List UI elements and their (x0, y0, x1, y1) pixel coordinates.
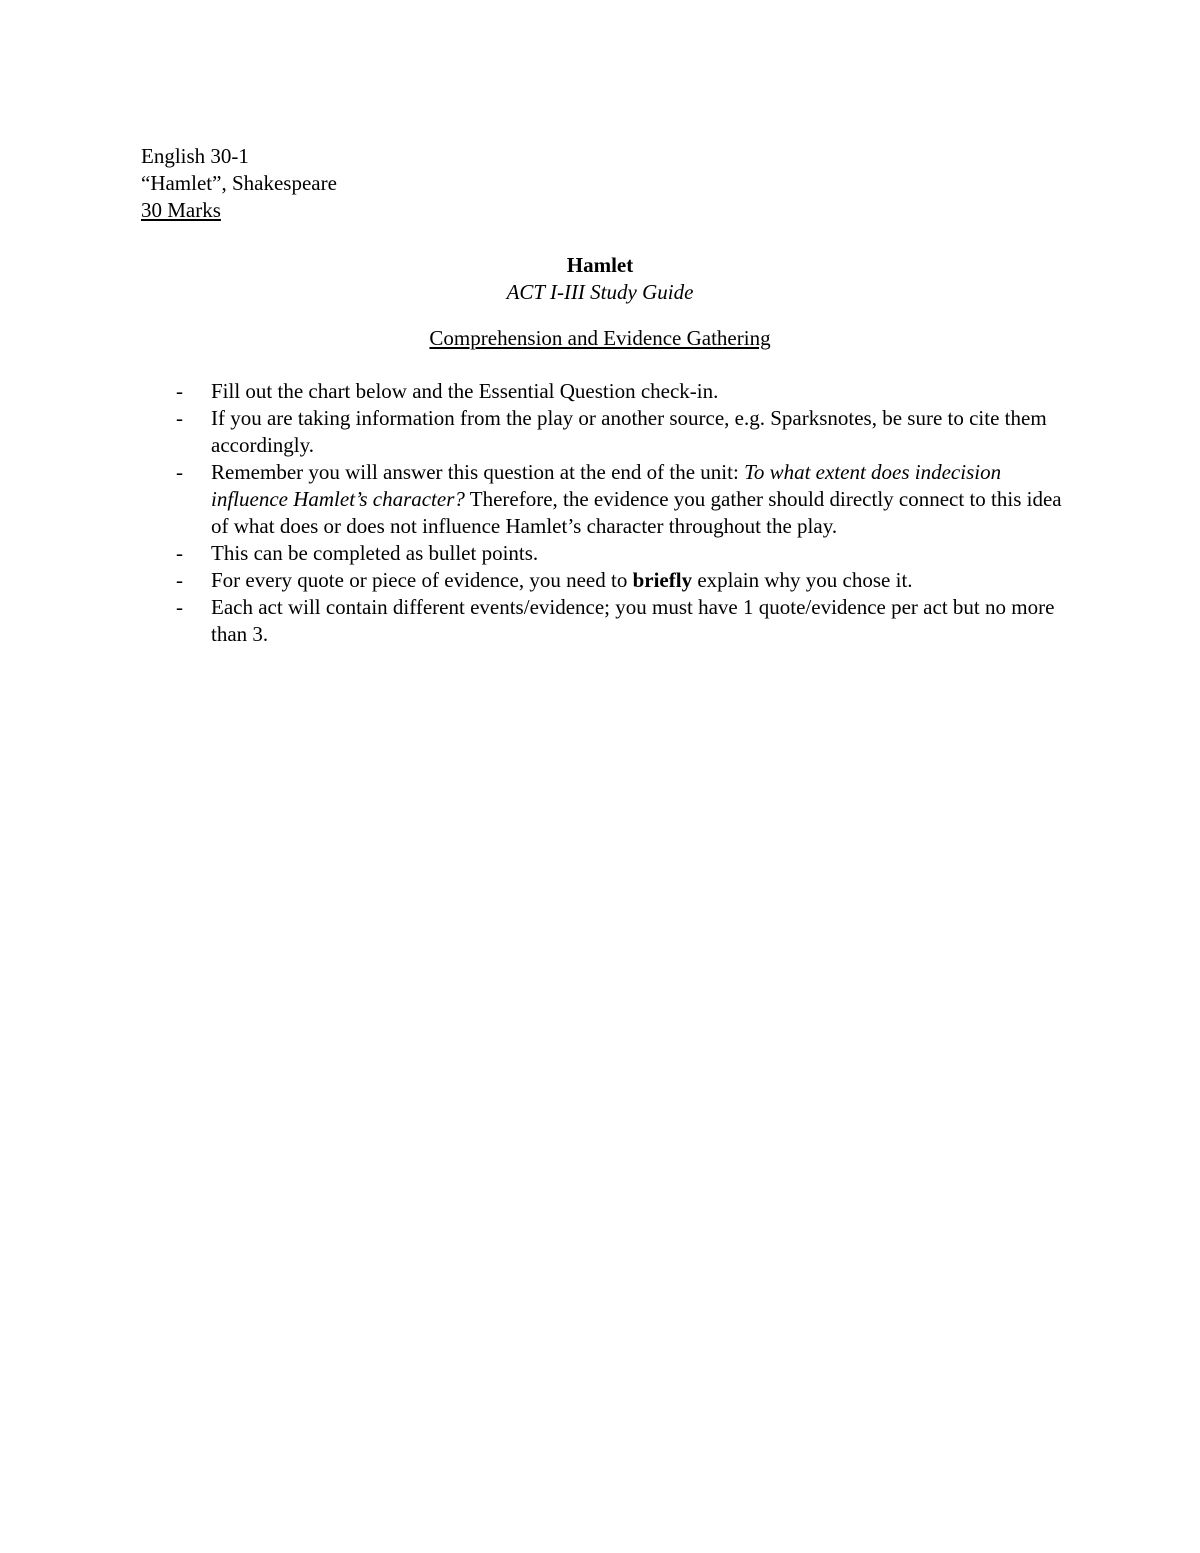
list-item (170, 594, 1070, 648)
bullet-dash: - (176, 379, 183, 403)
work-title-author: “Hamlet”, Shakespeare (141, 171, 337, 195)
instruction-text: If you are taking information from the play or another source, e.g. Sparksnotes, be sure to cite them accordingly. (211, 406, 1047, 457)
bullet-dash: - (176, 406, 183, 430)
list-item (170, 567, 1070, 594)
instructions-list (170, 378, 1070, 648)
list-item (170, 378, 1070, 405)
document-header (141, 143, 641, 224)
title-block (0, 252, 1200, 352)
instruction-text: Fill out the chart below and the Essential Question check-in. (211, 379, 719, 403)
list-item (170, 540, 1070, 567)
total-marks: 30 Marks (141, 198, 221, 222)
instruction-text: Remember you will answer this question at the end of the unit: (211, 460, 745, 484)
instruction-text: explain why you chose it. (692, 568, 913, 592)
section-heading: Comprehension and Evidence Gathering (429, 326, 771, 350)
instruction-text: Therefore, the evidence you gather should directly connect to this idea of what does or does not influence Hamlet’s character throughout the play. (211, 487, 1062, 538)
list-item (170, 459, 1070, 540)
bullet-dash: - (176, 541, 183, 565)
list-item (170, 405, 1070, 459)
instruction-text: Each act will contain different events/evidence; you must have 1 quote/evidence per act but no more than 3. (211, 595, 1055, 646)
course-name: English 30-1 (141, 144, 249, 168)
instruction-text: For every quote or piece of evidence, you need to (211, 568, 633, 592)
bullet-dash: - (176, 595, 183, 619)
essential-question: To what extent does indecision influence Hamlet’s character? (211, 460, 1002, 511)
emphasis-text: briefly (632, 568, 693, 592)
document-subtitle: ACT I-III Study Guide (506, 280, 694, 304)
bullet-dash: - (176, 568, 183, 592)
document-title: Hamlet (566, 253, 634, 277)
instruction-text: This can be completed as bullet points. (211, 541, 539, 565)
bullet-dash: - (176, 460, 183, 484)
